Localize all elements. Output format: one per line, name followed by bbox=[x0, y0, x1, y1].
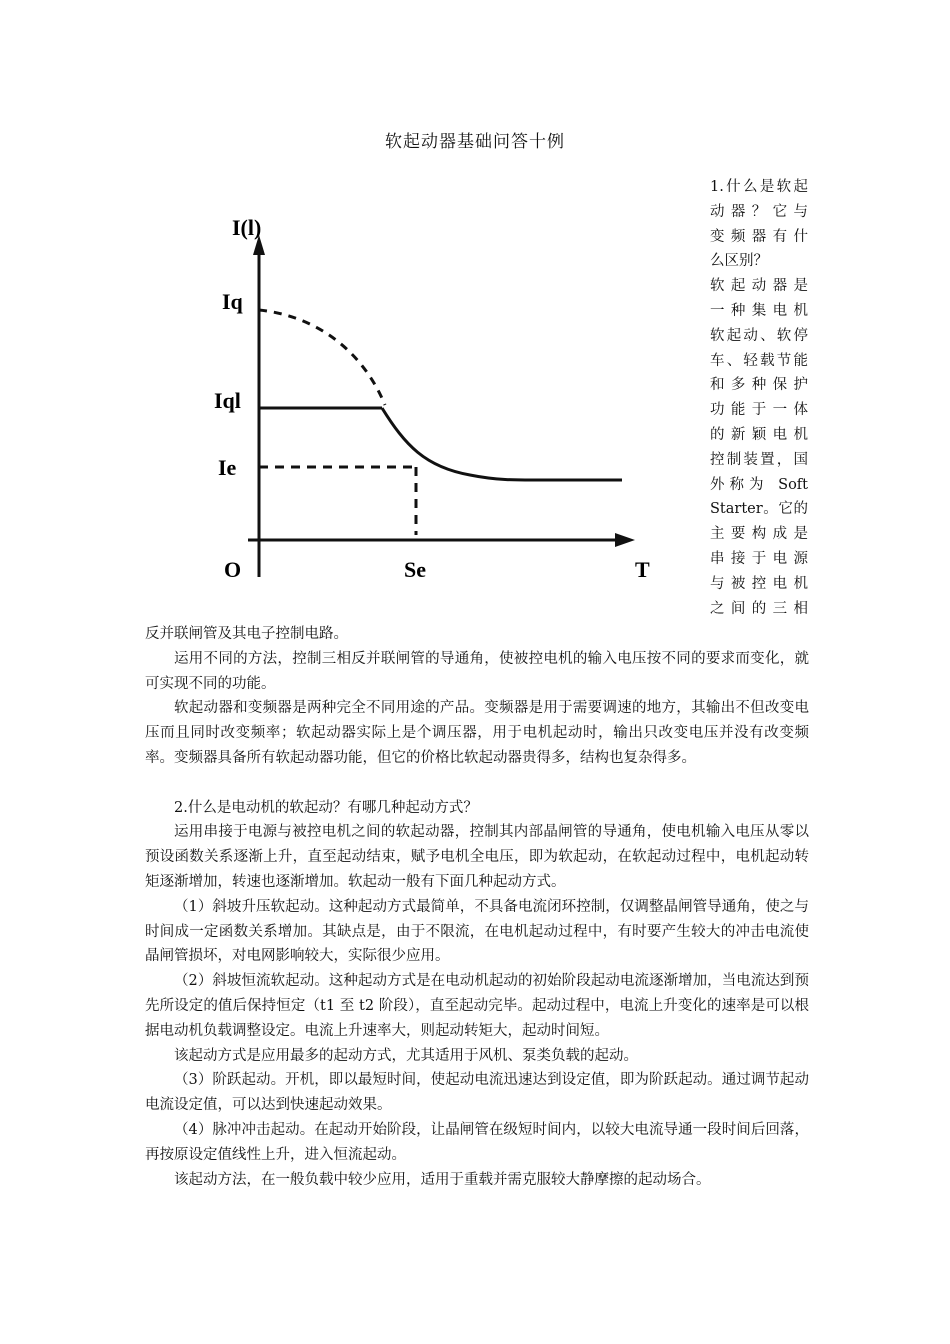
paragraph: （1）斜坡升压软起动。这种起动方式最简单，不具备电流闭环控制，仅调整晶闸管导通角，使之与时间成一定函数关系增加。其缺点是，由于不限流，在电机起动过程中，有时要产生较大的冲击电流使晶闸管损坏，对电网影响较大，实际很少应用。 bbox=[145, 898, 809, 965]
paragraph: 该起动方式是应用最多的起动方式，尤其适用于风机、泵类负载的起动。 bbox=[174, 1047, 638, 1064]
side-text-line: Starter。它的 bbox=[710, 501, 808, 518]
decay-curve bbox=[382, 408, 622, 480]
side-text-column bbox=[710, 175, 808, 621]
current-time-diagram bbox=[210, 205, 660, 595]
side-text-line: 功能于一体 bbox=[710, 402, 808, 419]
y-label-iq: Iq bbox=[222, 289, 243, 314]
y-axis-label: I(l) bbox=[232, 215, 262, 240]
side-text-line: 软起动器是 bbox=[710, 278, 808, 295]
paragraph: 该起动方法，在一般负载中较少应用，适用于重载并需克服较大静摩擦的起动场合。 bbox=[174, 1171, 711, 1188]
side-text-line: 的新颖电机 bbox=[710, 426, 808, 443]
side-text-line: 和多种保护 bbox=[710, 377, 808, 394]
side-text-line: 一种集电机 bbox=[710, 302, 808, 319]
side-text-line: 软起动、软停 bbox=[710, 327, 808, 344]
paragraph: （4）脉冲冲击起动。在起动开始阶段，让晶闸管在级短时间内，以较大电流导通一段时间后回落，再按原设定值线性上升，进入恒流起动。 bbox=[145, 1121, 809, 1163]
paragraph: （3）阶跃起动。开机，即以最短时间，使起动电流迅速达到设定值，即为阶跃起动。通过调节起动电流设定值，可以达到快速起动效果。 bbox=[145, 1072, 809, 1114]
x-axis-arrow bbox=[615, 533, 635, 547]
body-text bbox=[145, 622, 809, 1192]
dashed-curve bbox=[259, 310, 385, 405]
y-label-iql: Iql bbox=[214, 388, 241, 413]
side-text-line: 外称为 Soft bbox=[710, 476, 808, 493]
side-text-line: 车、轻载节能 bbox=[710, 352, 808, 369]
side-text-line: 1.什么是软起 bbox=[710, 179, 808, 195]
side-text-line: 串接于电源 bbox=[710, 550, 808, 567]
paragraph: 运用串接于电源与被控电机之间的软起动器，控制其内部晶闸管的导通角，使电机输入电压从零以预设函数关系逐渐上升，直至起动结束，赋予电机全电压，即为软起动，在软起动过程中，电机起动转矩逐渐增加，转速也逐渐增加。软起动一般有下面几种起动方式。 bbox=[145, 824, 809, 890]
side-text-line: 之间的三相 bbox=[710, 600, 808, 617]
paragraph: 软起动器和变频器是两种完全不同用途的产品。变频器是用于需要调速的地方，其输出不但改变电压而且同时改变频率；软起动器实际上是个调压器，用于电机起动时，输出只改变电压并没有改变频率。变频器具备所有软起动器功能，但它的价格比软起动器贵得多，结构也复杂得多。 bbox=[145, 700, 809, 766]
paragraph: 2.什么是电动机的软起动？有哪几种起动方式？ bbox=[174, 799, 478, 816]
y-label-ie: Ie bbox=[218, 455, 237, 480]
side-text-line: 么区别？ bbox=[710, 253, 768, 270]
paragraph-gap bbox=[145, 771, 809, 796]
side-text-line: 主要构成是 bbox=[710, 526, 808, 543]
paragraph: 反并联闸管及其电子控制电路。 bbox=[145, 626, 348, 642]
document-title: 软起动器基础问答十例 bbox=[385, 132, 565, 152]
side-text-line: 动器？它与 bbox=[710, 203, 808, 220]
paragraph: （2）斜坡恒流软起动。这种起动方式是在电动机起动的初始阶段起动电流逐渐增加，当电流达到预先所设定的值后保持恒定（t1 至 t2 阶段），直至起动完毕。起动过程中，电流上升变化的速率是可以根据电动机负载调整设定。电流上升速率大，则起动转矩大，起动时间短。 bbox=[145, 973, 809, 1039]
paragraph: 运用不同的方法，控制三相反并联闸管的导通角，使被控电机的输入电压按不同的要求而变化，就可实现不同的功能。 bbox=[145, 650, 809, 692]
side-text-line: 控制装置，国 bbox=[710, 451, 808, 468]
x-axis-label: T bbox=[635, 557, 650, 582]
origin-label: O bbox=[224, 557, 242, 582]
side-text-line: 与被控电机 bbox=[710, 575, 808, 592]
x-label-se: Se bbox=[404, 557, 426, 582]
side-text-line: 变频器有什 bbox=[710, 228, 808, 245]
